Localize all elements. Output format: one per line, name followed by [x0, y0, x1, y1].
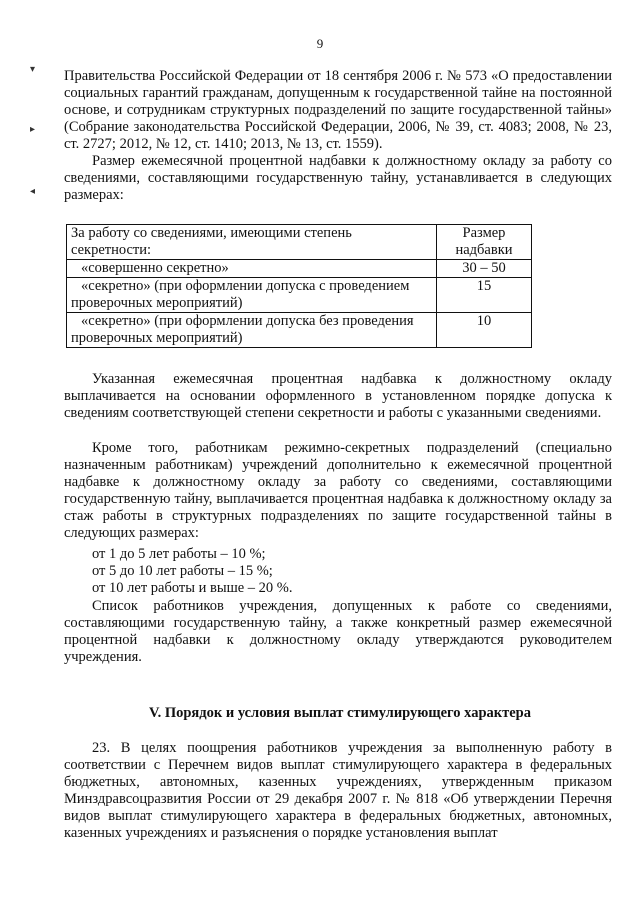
table-cell-level: «секретно» (при оформлении допуска с проведением проверочных мероприятий)	[67, 278, 437, 313]
list-item: от 1 до 5 лет работы – 10 %;	[92, 546, 266, 562]
margin-mark: ▾	[30, 64, 36, 75]
paragraph-allowance-size: Размер ежемесячной процентной надбавки к должностному окладу за работу со сведениями, составляющими государственную тайну, устанавливается в следующих размерах:	[64, 153, 612, 203]
table-cell-level: «секретно» (при оформлении допуска без проведения проверочных мероприятий)	[67, 313, 437, 348]
list-item: от 5 до 10 лет работы – 15 %;	[92, 563, 273, 579]
paragraph-allowance-basis: Указанная ежемесячная процентная надбавка к должностному окладу выплачивается на основании оформленного в установленном порядке допуска к сведениям соответствующей степени секретности и работы с указанными сведениями.	[64, 371, 612, 421]
paragraph-secret-units: Кроме того, работникам режимно-секретных подразделений (специально назначенным работникам) учреждений дополнительно к ежемесячной процентной надбавке к должностному окладу за работу со сведениями, составляющими государственную тайну, выплачивается процентная надбавка к должностному окладу за стаж работы в структурных подразделениях по защите государственной тайны в следующих размерах:	[64, 440, 612, 541]
section-title: V. Порядок и условия выплат стимулирующего характера	[148, 705, 531, 721]
table-row	[67, 278, 532, 313]
table-cell-size: 15	[437, 278, 532, 313]
table-row	[67, 260, 532, 278]
table-cell-level: «совершенно секретно»	[67, 260, 437, 278]
paragraph-employee-list: Список работников учреждения, допущенных к работе со сведениями, составляющими государственную тайну, а также конкретный размер ежемесячной процентной надбавки к должностному окладу утверждаются руководителем учреждения.	[64, 598, 612, 665]
table-row	[67, 313, 532, 348]
page-number: 9	[316, 36, 324, 51]
table-cell-size: 30 – 50	[437, 260, 532, 278]
margin-mark: ▸	[30, 124, 36, 135]
table-header-size: Размер надбавки	[437, 225, 532, 260]
list-item: от 10 лет работы и выше – 20 %.	[92, 580, 293, 596]
table-header-level: За работу со сведениями, имеющими степень секретности:	[67, 225, 437, 260]
table-header-row	[67, 225, 532, 260]
table-cell-size: 10	[437, 313, 532, 348]
paragraph-government-decree: Правительства Российской Федерации от 18 сентября 2006 г. № 573 «О предоставлении социальных гарантий гражданам, допущенным к государственной тайне на постоянной основе, и сотрудникам структурных подразделений по защите государственной тайны» (Собрание законодательства Российской Федерации, 2006, № 39, ст. 4083; 2008, № 23, ст. 2727; 2012, № 12, ст. 1410; 2013, № 13, ст. 1559).	[64, 68, 612, 152]
paragraph-incentives: 23. В целях поощрения работников учреждения за выполненную работу в соответствии с Перечнем видов выплат стимулирующего характера в федеральных бюджетных, автономных, казенных учреждениях, утвержденным приказом Минздравсоцразвития России от 29 декабря 2007 г. № 818 «Об утверждении Перечня видов выплат стимулирующего характера в федеральных бюджетных, автономных, казенных учреждениях и разъяснения о порядке установления выплат	[64, 740, 612, 841]
margin-mark: ◂	[30, 186, 36, 197]
allowance-table	[66, 224, 532, 348]
